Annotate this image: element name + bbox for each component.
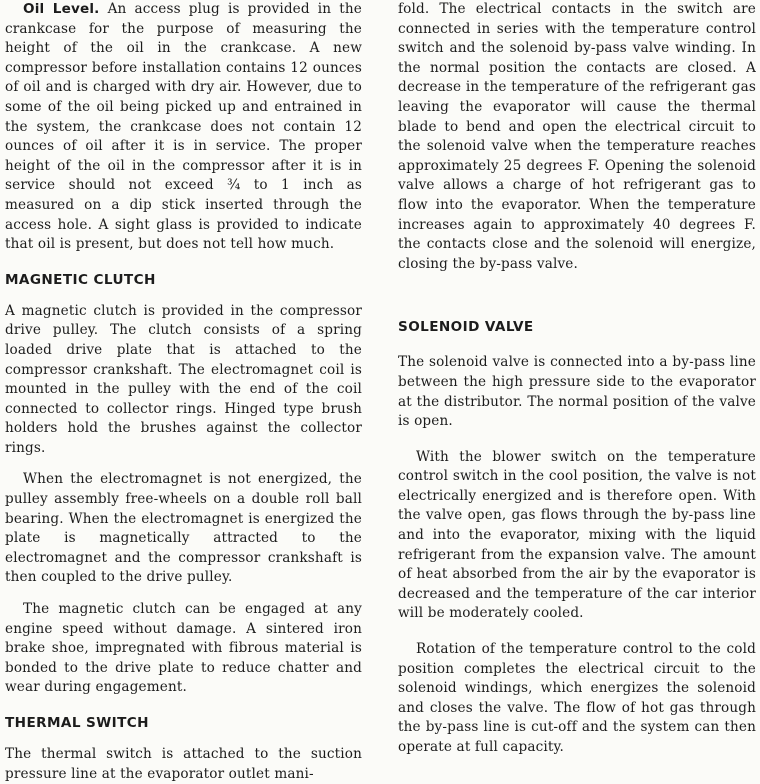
oil-level-paragraph [5, 0, 362, 255]
magnetic-clutch-heading: MAGNETIC CLUTCH [5, 271, 156, 288]
magnetic-clutch-paragraph-1: A magnetic clutch is provided in the compressor drive pulley. The clutch consists of a spring loaded drive plate that is attached to the compressor crankshaft. The electromagnet coil is mounted in the pulley with the end of the coil connected to collector rings. Hinged type brush holders hold the brushes against the collector rings. [5, 302, 362, 456]
solenoid-valve-paragraph-1: The solenoid valve is connected into a by-pass line between the high pressure side to the evaporator at the distributor. The normal position of the valve is open. [398, 354, 756, 430]
solenoid-valve-paragraph-3: Rotation of the temperature control to the cold position completes the electrical circuit to the solenoid windings, which energizes the solenoid and closes the valve. The flow of hot gas through the by-pass line is cut-off and the system can then operate at full capacity. [398, 641, 756, 755]
oil-level-lead: Oil Level. [23, 1, 100, 17]
thermal-switch-paragraph-start: The thermal switch is attached to the suction pressure line at the evaporator outlet mani- [5, 746, 362, 782]
solenoid-valve-paragraph-2: With the blower switch on the temperature control switch in the cool position, the valve is not electrically energized and is therefore open. With the valve open, gas flows through the by-pass line and into the evaporator, mixing with the liquid refrigerant from the expansion valve. The amount of heat absorbed from the air by the evaporator is decreased and the temperature of the car interior will be moderately cooled. [398, 448, 756, 622]
right-column [398, 0, 756, 758]
left-column [5, 0, 362, 784]
thermal-switch-heading: THERMAL SWITCH [5, 715, 149, 731]
thermal-switch-paragraph-continued: fold. The electrical contacts in the switch are connected in series with the temperature control switch and the solenoid by-pass valve winding. In the normal position the contacts are closed. A decrease in the temperature of the refrigerant gas leaving the evaporator will cause the thermal blade to bend and open the electrical circuit to the solenoid valve when the temperature reaches approximately 25 degrees F. Opening the solenoid valve allows a charge of hot refrigerant gas to flow into the evaporator. When the temperature increases again to approximately 40 degrees F. the contacts close and the solenoid will energize, closing the by-pass valve. [398, 1, 756, 272]
magnetic-clutch-paragraph-3: The magnetic clutch can be engaged at any engine speed without damage. A sintered iron brake shoe, impregnated with fibrous material is bonded to the drive plate to reduce chatter and wear during engagement. [5, 601, 362, 696]
magnetic-clutch-paragraph-2: When the electromagnet is not energized, the pulley assembly free-wheels on a double roll ball bearing. When the electromagnet is energized the plate is magnetically attracted to the electromagnet and the compressor crankshaft is then coupled to the drive pulley. [5, 471, 362, 586]
solenoid-valve-heading: SOLENOID VALVE [398, 319, 534, 336]
oil-level-text: An access plug is provided in the crankcase for the purpose of measuring the height of the oil in the crankcase. A new compressor before installation contains 12 ounces of oil and is charged with dry air. However, due to some of the oil being picked up and entrained in the system, the crankcase does not contain 12 ounces of oil after it is in service. The proper height of the oil in the compressor after it is in service should not exceed ¾ to 1 inch as measured on a dip stick inserted through the access hole. A sight glass is provided to indicate that oil is present, but does not tell how much. [5, 1, 362, 253]
